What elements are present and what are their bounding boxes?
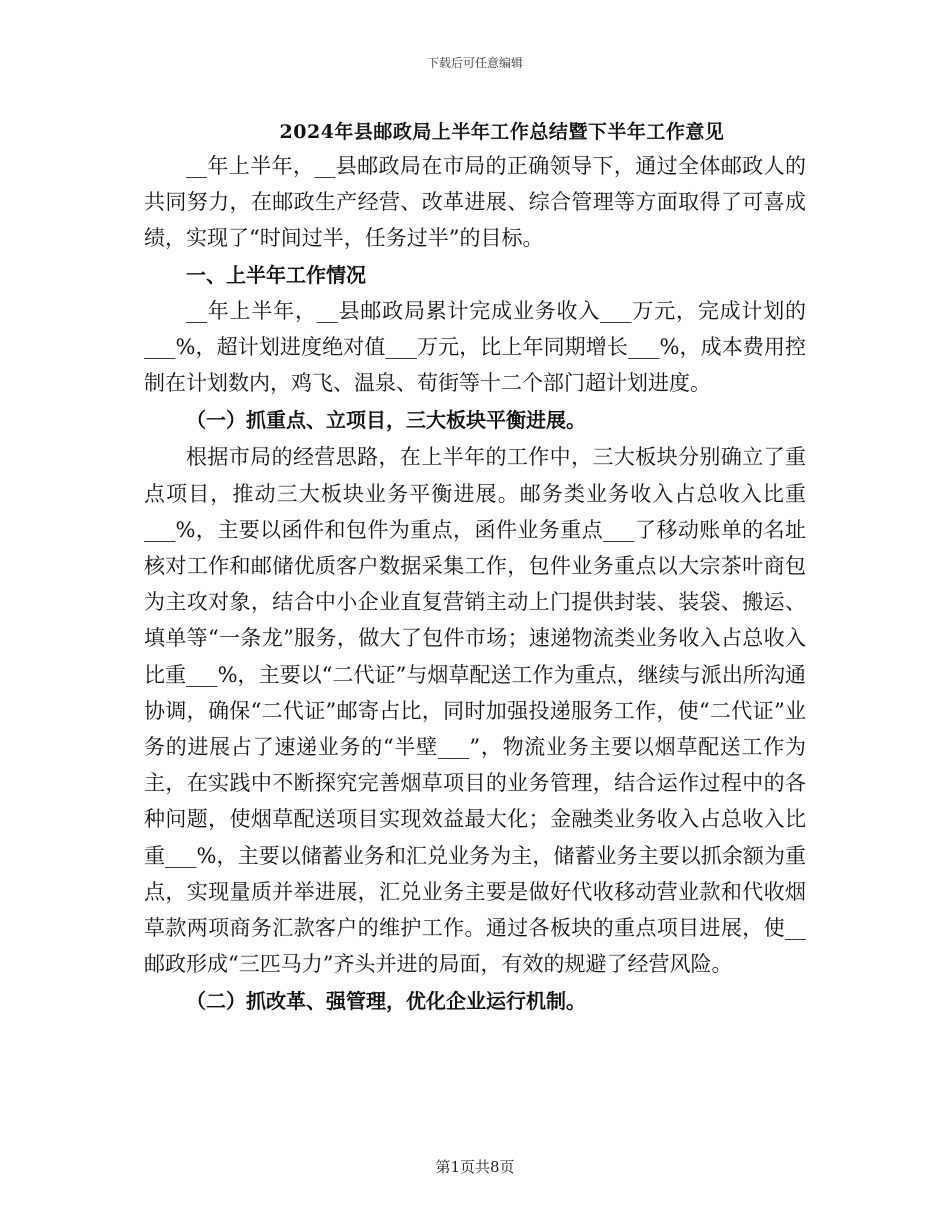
subsection-1-heading: （一）抓重点、立项目，三大板块平衡进展。 [186, 408, 586, 433]
document-body [144, 148, 806, 1020]
subsection-1-paragraph: 根据市局的经营思路，在上半年的工作中，三大板块分别确立了重点项目，推动三大板块业务平衡进展。邮务类业务收入占总收入比重___%，主要以函件和包件为重点，函件业务重点___了移动账单的名址核对工作和邮储优质客户数据采集工作，包件业务重点以大宗茶叶商包为主攻对象，结合中小企业直复营销主动上门提供封装、装袋、搬运、填单等“一条龙”服务，做大了包件市场；速递物流类业务收入占总收入比重___%，主要以“二代证”与烟草配送工作为重点，继续与派出所沟通协调，确保“二代证”邮寄占比，同时加强投递服务工作，使“二代证”业务的进展占了速递业务的“半壁___”，物流业务主要以烟草配送工作为主，在实践中不断探究完善烟草项目的业务管理，结合运作过程中的各种问题，使烟草配送项目实现效益最大化；金融类业务收入占总收入比重___%，主要以储蓄业务和汇兑业务为主，储蓄业务主要以抓余额为重点，实现量质并举进展，汇兑业务主要是做好代收移动营业款和代收烟草款两项商务汇款客户的维护工作。通过各板块的重点项目进展，使__邮政形成“三匹马力”齐头并进的局面，有效的规避了经营风险。 [144, 445, 806, 977]
document-title: 2024年县邮政局上半年工作总结暨下半年工作意见 [279, 121, 725, 143]
page-number-footer: 第1页共8页 [435, 1158, 515, 1176]
intro-paragraph: __年上半年，__县邮政局在市局的正确领导下，通过全体邮政人的共同努力，在邮政生产经营、改革进展、综合管理等方面取得了可喜成绩，实现了“时间过半，任务过半”的目标。 [144, 154, 806, 251]
subsection-2-heading: （二）抓改革、强管理，优化企业运行机制。 [186, 989, 586, 1014]
section-1-paragraph: __年上半年，__县邮政局累计完成业务收入___万元，完成计划的___%，超计划进度绝对值___万元，比上年同期增长___%，成本费用控制在计划数内，鸡飞、温泉、荀街等十二个部门超计划进度。 [144, 298, 806, 396]
header-note: 下载后可任意编辑 [426, 56, 523, 70]
section-1-heading: 一、上半年工作情况 [186, 262, 366, 287]
